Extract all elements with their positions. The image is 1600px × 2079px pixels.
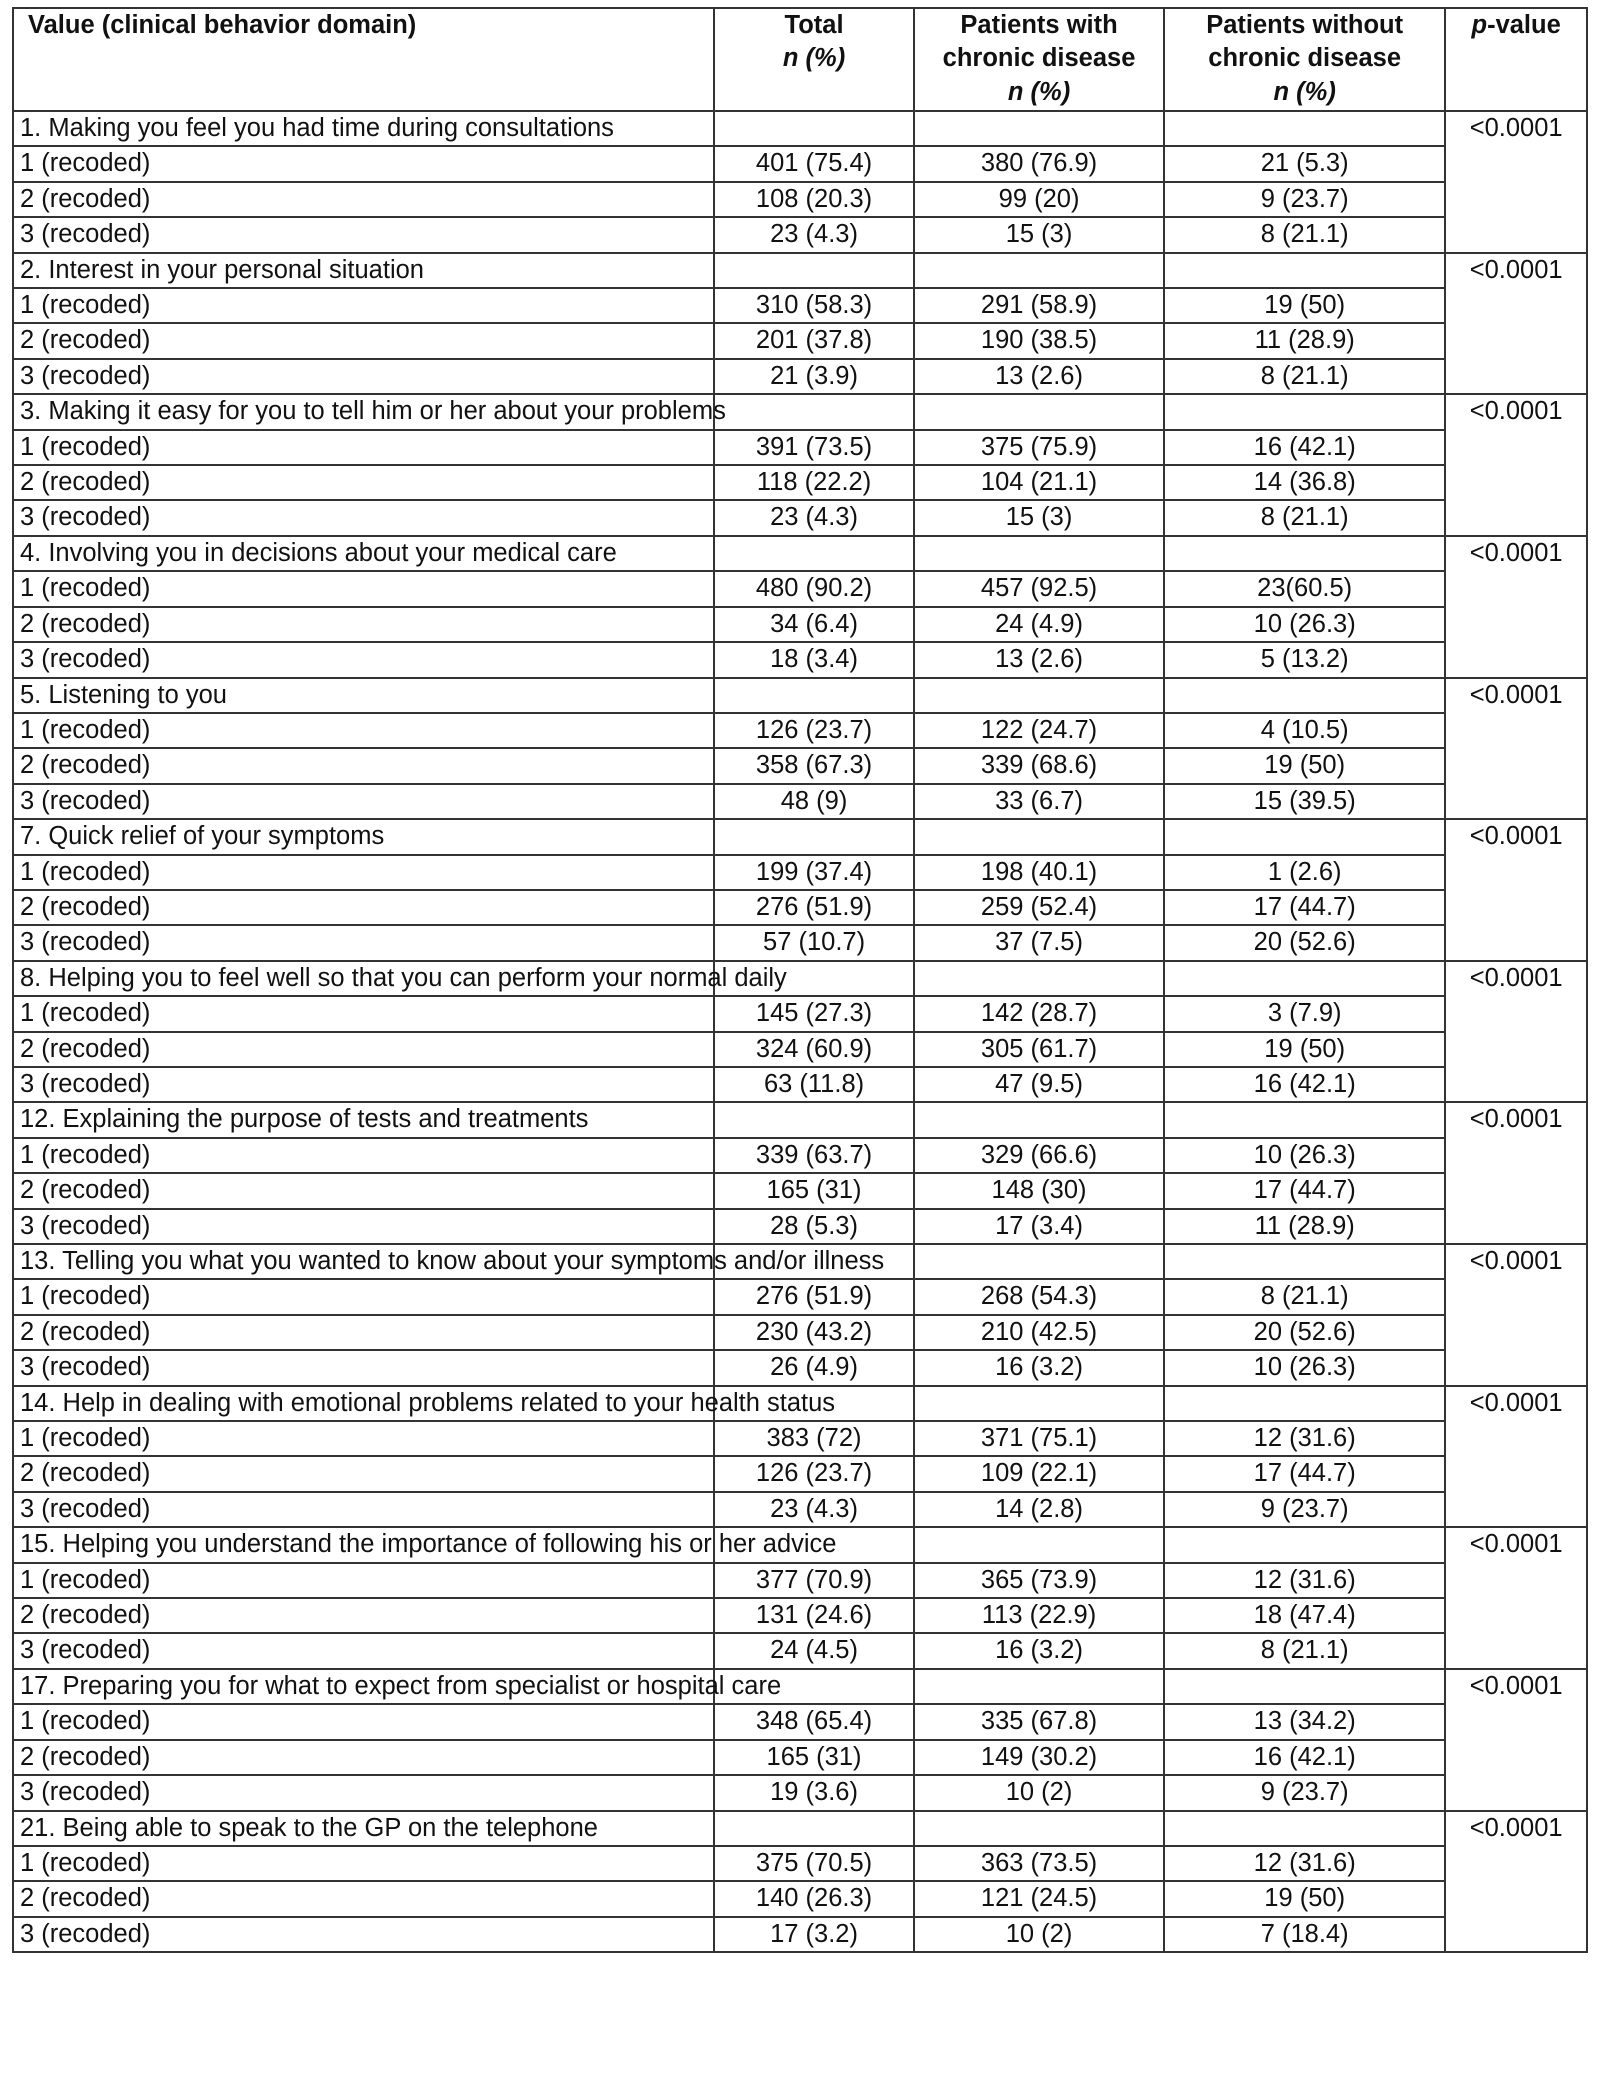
empty-cell bbox=[914, 1386, 1164, 1421]
table-row bbox=[13, 1881, 1587, 1916]
category-row bbox=[13, 961, 1587, 996]
level-label: 1 (recoded) bbox=[13, 1563, 714, 1598]
level-label: 2 (recoded) bbox=[13, 1315, 714, 1350]
table-row bbox=[13, 1846, 1587, 1881]
total-cell: 230 (43.2) bbox=[714, 1315, 914, 1350]
level-label: 1 (recoded) bbox=[13, 1846, 714, 1881]
total-cell: 276 (51.9) bbox=[714, 890, 914, 925]
total-cell: 480 (90.2) bbox=[714, 571, 914, 606]
level-label: 2 (recoded) bbox=[13, 323, 714, 358]
category-row bbox=[13, 536, 1587, 571]
header-value: Value (clinical behavior domain) bbox=[13, 8, 714, 111]
table-row bbox=[13, 571, 1587, 606]
p-value-cell: <0.0001 bbox=[1445, 253, 1587, 395]
p-value-cell: <0.0001 bbox=[1445, 1527, 1587, 1669]
level-label: 3 (recoded) bbox=[13, 500, 714, 535]
with-chronic-cell: 305 (61.7) bbox=[914, 1032, 1164, 1067]
with-chronic-cell: 13 (2.6) bbox=[914, 359, 1164, 394]
with-chronic-cell: 14 (2.8) bbox=[914, 1492, 1164, 1527]
table-row bbox=[13, 1917, 1587, 1952]
table-row bbox=[13, 607, 1587, 642]
with-chronic-cell: 16 (3.2) bbox=[914, 1350, 1164, 1385]
with-chronic-cell: 339 (68.6) bbox=[914, 748, 1164, 783]
total-cell: 339 (63.7) bbox=[714, 1138, 914, 1173]
total-cell: 324 (60.9) bbox=[714, 1032, 914, 1067]
empty-cell bbox=[714, 394, 914, 429]
with-chronic-cell: 457 (92.5) bbox=[914, 571, 1164, 606]
header-with-chronic: Patients with chronic disease n (%) bbox=[914, 8, 1164, 111]
total-cell: 358 (67.3) bbox=[714, 748, 914, 783]
without-chronic-cell: 20 (52.6) bbox=[1164, 1315, 1445, 1350]
empty-cell bbox=[1164, 1811, 1445, 1846]
without-chronic-cell: 10 (26.3) bbox=[1164, 1350, 1445, 1385]
empty-cell bbox=[1164, 111, 1445, 146]
with-chronic-cell: 148 (30) bbox=[914, 1173, 1164, 1208]
total-cell: 34 (6.4) bbox=[714, 607, 914, 642]
total-cell: 28 (5.3) bbox=[714, 1209, 914, 1244]
without-chronic-cell: 16 (42.1) bbox=[1164, 430, 1445, 465]
with-chronic-cell: 375 (75.9) bbox=[914, 430, 1164, 465]
category-row bbox=[13, 253, 1587, 288]
with-chronic-cell: 10 (2) bbox=[914, 1917, 1164, 1952]
empty-cell bbox=[914, 1811, 1164, 1846]
p-value-cell: <0.0001 bbox=[1445, 1386, 1587, 1528]
level-label: 3 (recoded) bbox=[13, 1209, 714, 1244]
without-chronic-cell: 12 (31.6) bbox=[1164, 1563, 1445, 1598]
table-row bbox=[13, 1067, 1587, 1102]
empty-cell bbox=[914, 253, 1164, 288]
without-chronic-cell: 17 (44.7) bbox=[1164, 1456, 1445, 1491]
total-cell: 391 (73.5) bbox=[714, 430, 914, 465]
table-row bbox=[13, 1315, 1587, 1350]
empty-cell bbox=[714, 111, 914, 146]
table-row bbox=[13, 1456, 1587, 1491]
level-label: 1 (recoded) bbox=[13, 713, 714, 748]
without-chronic-cell: 14 (36.8) bbox=[1164, 465, 1445, 500]
total-cell: 140 (26.3) bbox=[714, 1881, 914, 1916]
without-chronic-cell: 17 (44.7) bbox=[1164, 1173, 1445, 1208]
total-cell: 165 (31) bbox=[714, 1173, 914, 1208]
header-total: Total n (%) bbox=[714, 8, 914, 111]
level-label: 2 (recoded) bbox=[13, 748, 714, 783]
table-row bbox=[13, 784, 1587, 819]
with-chronic-cell: 16 (3.2) bbox=[914, 1633, 1164, 1668]
category-label: 12. Explaining the purpose of tests and treatments bbox=[13, 1102, 714, 1137]
level-label: 1 (recoded) bbox=[13, 996, 714, 1031]
with-chronic-cell: 10 (2) bbox=[914, 1775, 1164, 1810]
total-cell: 118 (22.2) bbox=[714, 465, 914, 500]
without-chronic-cell: 12 (31.6) bbox=[1164, 1421, 1445, 1456]
p-value-cell: <0.0001 bbox=[1445, 536, 1587, 678]
category-label: 21. Being able to speak to the GP on the telephone bbox=[13, 1811, 714, 1846]
level-label: 3 (recoded) bbox=[13, 217, 714, 252]
empty-cell bbox=[1164, 1102, 1445, 1137]
level-label: 2 (recoded) bbox=[13, 465, 714, 500]
without-chronic-cell: 19 (50) bbox=[1164, 748, 1445, 783]
total-cell: 126 (23.7) bbox=[714, 1456, 914, 1491]
total-cell: 21 (3.9) bbox=[714, 359, 914, 394]
without-chronic-cell: 8 (21.1) bbox=[1164, 1279, 1445, 1314]
total-cell: 348 (65.4) bbox=[714, 1704, 914, 1739]
without-chronic-cell: 15 (39.5) bbox=[1164, 784, 1445, 819]
table-row bbox=[13, 1421, 1587, 1456]
empty-cell bbox=[714, 678, 914, 713]
total-cell: 375 (70.5) bbox=[714, 1846, 914, 1881]
p-value-cell: <0.0001 bbox=[1445, 1811, 1587, 1953]
without-chronic-cell: 19 (50) bbox=[1164, 1881, 1445, 1916]
with-chronic-cell: 190 (38.5) bbox=[914, 323, 1164, 358]
level-label: 3 (recoded) bbox=[13, 1917, 714, 1952]
table-row bbox=[13, 146, 1587, 181]
with-chronic-cell: 335 (67.8) bbox=[914, 1704, 1164, 1739]
total-cell: 145 (27.3) bbox=[714, 996, 914, 1031]
empty-cell bbox=[714, 819, 914, 854]
level-label: 3 (recoded) bbox=[13, 1633, 714, 1668]
with-chronic-cell: 198 (40.1) bbox=[914, 855, 1164, 890]
table-row bbox=[13, 1775, 1587, 1810]
without-chronic-cell: 12 (31.6) bbox=[1164, 1846, 1445, 1881]
with-chronic-cell: 24 (4.9) bbox=[914, 607, 1164, 642]
level-label: 1 (recoded) bbox=[13, 1704, 714, 1739]
header-row bbox=[13, 8, 1587, 111]
table-row bbox=[13, 465, 1587, 500]
p-value-cell: <0.0001 bbox=[1445, 678, 1587, 820]
total-cell: 19 (3.6) bbox=[714, 1775, 914, 1810]
category-row bbox=[13, 1102, 1587, 1137]
p-value-cell: <0.0001 bbox=[1445, 1102, 1587, 1244]
with-chronic-cell: 380 (76.9) bbox=[914, 146, 1164, 181]
without-chronic-cell: 9 (23.7) bbox=[1164, 182, 1445, 217]
total-cell: 48 (9) bbox=[714, 784, 914, 819]
with-chronic-cell: 113 (22.9) bbox=[914, 1598, 1164, 1633]
without-chronic-cell: 19 (50) bbox=[1164, 288, 1445, 323]
category-label: 14. Help in dealing with emotional problems related to your health status bbox=[13, 1386, 714, 1421]
category-label: 7. Quick relief of your symptoms bbox=[13, 819, 714, 854]
with-chronic-cell: 122 (24.7) bbox=[914, 713, 1164, 748]
total-cell: 24 (4.5) bbox=[714, 1633, 914, 1668]
empty-cell bbox=[1164, 394, 1445, 429]
level-label: 1 (recoded) bbox=[13, 430, 714, 465]
without-chronic-cell: 10 (26.3) bbox=[1164, 1138, 1445, 1173]
total-cell: 383 (72) bbox=[714, 1421, 914, 1456]
level-label: 2 (recoded) bbox=[13, 607, 714, 642]
table-row bbox=[13, 890, 1587, 925]
level-label: 3 (recoded) bbox=[13, 1492, 714, 1527]
category-label: 1. Making you feel you had time during consultations bbox=[13, 111, 714, 146]
header-p-value: p-value bbox=[1445, 8, 1587, 111]
without-chronic-cell: 7 (18.4) bbox=[1164, 1917, 1445, 1952]
total-cell: 57 (10.7) bbox=[714, 925, 914, 960]
total-cell: 165 (31) bbox=[714, 1740, 914, 1775]
with-chronic-cell: 109 (22.1) bbox=[914, 1456, 1164, 1491]
level-label: 1 (recoded) bbox=[13, 288, 714, 323]
without-chronic-cell: 11 (28.9) bbox=[1164, 1209, 1445, 1244]
level-label: 1 (recoded) bbox=[13, 571, 714, 606]
table-row bbox=[13, 1598, 1587, 1633]
total-cell: 17 (3.2) bbox=[714, 1917, 914, 1952]
empty-cell bbox=[1164, 1669, 1445, 1704]
p-value-cell: <0.0001 bbox=[1445, 819, 1587, 961]
category-label: 2. Interest in your personal situation bbox=[13, 253, 714, 288]
level-label: 3 (recoded) bbox=[13, 642, 714, 677]
with-chronic-cell: 371 (75.1) bbox=[914, 1421, 1164, 1456]
with-chronic-cell: 33 (6.7) bbox=[914, 784, 1164, 819]
empty-cell bbox=[1164, 1386, 1445, 1421]
without-chronic-cell: 17 (44.7) bbox=[1164, 890, 1445, 925]
empty-cell bbox=[1164, 253, 1445, 288]
with-chronic-cell: 291 (58.9) bbox=[914, 288, 1164, 323]
without-chronic-cell: 19 (50) bbox=[1164, 1032, 1445, 1067]
level-label: 1 (recoded) bbox=[13, 1421, 714, 1456]
empty-cell bbox=[914, 394, 1164, 429]
p-value-cell: <0.0001 bbox=[1445, 1669, 1587, 1811]
p-value-cell: <0.0001 bbox=[1445, 961, 1587, 1103]
category-row bbox=[13, 394, 1587, 429]
empty-cell bbox=[714, 253, 914, 288]
level-label: 2 (recoded) bbox=[13, 890, 714, 925]
level-label: 3 (recoded) bbox=[13, 784, 714, 819]
total-cell: 18 (3.4) bbox=[714, 642, 914, 677]
table-row bbox=[13, 430, 1587, 465]
level-label: 1 (recoded) bbox=[13, 855, 714, 890]
total-cell: 131 (24.6) bbox=[714, 1598, 914, 1633]
without-chronic-cell: 8 (21.1) bbox=[1164, 217, 1445, 252]
table-row bbox=[13, 1209, 1587, 1244]
level-label: 1 (recoded) bbox=[13, 1279, 714, 1314]
empty-cell bbox=[914, 536, 1164, 571]
category-label: 17. Preparing you for what to expect from specialist or hospital care bbox=[13, 1669, 714, 1704]
empty-cell bbox=[1164, 678, 1445, 713]
table-row bbox=[13, 925, 1587, 960]
without-chronic-cell: 20 (52.6) bbox=[1164, 925, 1445, 960]
level-label: 2 (recoded) bbox=[13, 182, 714, 217]
empty-cell bbox=[914, 961, 1164, 996]
without-chronic-cell: 23(60.5) bbox=[1164, 571, 1445, 606]
table-row bbox=[13, 1704, 1587, 1739]
without-chronic-cell: 9 (23.7) bbox=[1164, 1775, 1445, 1810]
level-label: 2 (recoded) bbox=[13, 1032, 714, 1067]
empty-cell bbox=[1164, 536, 1445, 571]
with-chronic-cell: 37 (7.5) bbox=[914, 925, 1164, 960]
category-row bbox=[13, 678, 1587, 713]
with-chronic-cell: 15 (3) bbox=[914, 500, 1164, 535]
category-label: 15. Helping you understand the importance of following his or her advice bbox=[13, 1527, 714, 1562]
level-label: 1 (recoded) bbox=[13, 1138, 714, 1173]
with-chronic-cell: 365 (73.9) bbox=[914, 1563, 1164, 1598]
empty-cell bbox=[914, 819, 1164, 854]
without-chronic-cell: 8 (21.1) bbox=[1164, 359, 1445, 394]
table-row bbox=[13, 1633, 1587, 1668]
with-chronic-cell: 47 (9.5) bbox=[914, 1067, 1164, 1102]
empty-cell bbox=[1164, 1527, 1445, 1562]
without-chronic-cell: 16 (42.1) bbox=[1164, 1740, 1445, 1775]
p-value-cell: <0.0001 bbox=[1445, 111, 1587, 253]
p-value-cell: <0.0001 bbox=[1445, 1244, 1587, 1386]
table-row bbox=[13, 713, 1587, 748]
without-chronic-cell: 18 (47.4) bbox=[1164, 1598, 1445, 1633]
without-chronic-cell: 8 (21.1) bbox=[1164, 500, 1445, 535]
without-chronic-cell: 16 (42.1) bbox=[1164, 1067, 1445, 1102]
table-row bbox=[13, 996, 1587, 1031]
with-chronic-cell: 268 (54.3) bbox=[914, 1279, 1164, 1314]
total-cell: 310 (58.3) bbox=[714, 288, 914, 323]
without-chronic-cell: 10 (26.3) bbox=[1164, 607, 1445, 642]
empty-cell bbox=[914, 1669, 1164, 1704]
empty-cell bbox=[1164, 819, 1445, 854]
table-row bbox=[13, 500, 1587, 535]
table-row bbox=[13, 1032, 1587, 1067]
category-label: 4. Involving you in decisions about your medical care bbox=[13, 536, 714, 571]
total-cell: 276 (51.9) bbox=[714, 1279, 914, 1314]
level-label: 3 (recoded) bbox=[13, 359, 714, 394]
table-row bbox=[13, 748, 1587, 783]
table-row bbox=[13, 1279, 1587, 1314]
total-cell: 63 (11.8) bbox=[714, 1067, 914, 1102]
level-label: 2 (recoded) bbox=[13, 1456, 714, 1491]
with-chronic-cell: 15 (3) bbox=[914, 217, 1164, 252]
without-chronic-cell: 8 (21.1) bbox=[1164, 1633, 1445, 1668]
category-row bbox=[13, 1811, 1587, 1846]
level-label: 2 (recoded) bbox=[13, 1173, 714, 1208]
with-chronic-cell: 104 (21.1) bbox=[914, 465, 1164, 500]
table-row bbox=[13, 217, 1587, 252]
without-chronic-cell: 13 (34.2) bbox=[1164, 1704, 1445, 1739]
total-cell: 126 (23.7) bbox=[714, 713, 914, 748]
with-chronic-cell: 142 (28.7) bbox=[914, 996, 1164, 1031]
total-cell: 26 (4.9) bbox=[714, 1350, 914, 1385]
without-chronic-cell: 9 (23.7) bbox=[1164, 1492, 1445, 1527]
total-cell: 377 (70.9) bbox=[714, 1563, 914, 1598]
table-row bbox=[13, 642, 1587, 677]
level-label: 1 (recoded) bbox=[13, 146, 714, 181]
without-chronic-cell: 11 (28.9) bbox=[1164, 323, 1445, 358]
category-row bbox=[13, 1527, 1587, 1562]
table-row bbox=[13, 359, 1587, 394]
total-cell: 201 (37.8) bbox=[714, 323, 914, 358]
empty-cell bbox=[914, 678, 1164, 713]
total-cell: 23 (4.3) bbox=[714, 217, 914, 252]
empty-cell bbox=[714, 1102, 914, 1137]
category-label: 13. Telling you what you wanted to know about your symptoms and/or illness bbox=[13, 1244, 714, 1279]
with-chronic-cell: 259 (52.4) bbox=[914, 890, 1164, 925]
results-table bbox=[12, 7, 1588, 1953]
without-chronic-cell: 5 (13.2) bbox=[1164, 642, 1445, 677]
empty-cell bbox=[714, 1811, 914, 1846]
empty-cell bbox=[714, 536, 914, 571]
table-row bbox=[13, 1350, 1587, 1385]
category-row bbox=[13, 111, 1587, 146]
category-label: 5. Listening to you bbox=[13, 678, 714, 713]
level-label: 2 (recoded) bbox=[13, 1881, 714, 1916]
level-label: 2 (recoded) bbox=[13, 1598, 714, 1633]
category-row bbox=[13, 819, 1587, 854]
level-label: 2 (recoded) bbox=[13, 1740, 714, 1775]
category-row bbox=[13, 1386, 1587, 1421]
empty-cell bbox=[914, 111, 1164, 146]
empty-cell bbox=[1164, 961, 1445, 996]
with-chronic-cell: 149 (30.2) bbox=[914, 1740, 1164, 1775]
p-value-cell: <0.0001 bbox=[1445, 394, 1587, 536]
header-without-chronic: Patients without chronic disease n (%) bbox=[1164, 8, 1445, 111]
total-cell: 23 (4.3) bbox=[714, 1492, 914, 1527]
without-chronic-cell: 4 (10.5) bbox=[1164, 713, 1445, 748]
with-chronic-cell: 13 (2.6) bbox=[914, 642, 1164, 677]
total-cell: 108 (20.3) bbox=[714, 182, 914, 217]
level-label: 3 (recoded) bbox=[13, 1067, 714, 1102]
level-label: 3 (recoded) bbox=[13, 1350, 714, 1385]
without-chronic-cell: 1 (2.6) bbox=[1164, 855, 1445, 890]
category-row bbox=[13, 1244, 1587, 1279]
with-chronic-cell: 363 (73.5) bbox=[914, 1846, 1164, 1881]
without-chronic-cell: 21 (5.3) bbox=[1164, 146, 1445, 181]
table-row bbox=[13, 323, 1587, 358]
empty-cell bbox=[914, 1102, 1164, 1137]
table-row bbox=[13, 288, 1587, 323]
total-cell: 401 (75.4) bbox=[714, 146, 914, 181]
empty-cell bbox=[914, 1527, 1164, 1562]
category-label: 8. Helping you to feel well so that you can perform your normal daily bbox=[13, 961, 714, 996]
level-label: 3 (recoded) bbox=[13, 1775, 714, 1810]
with-chronic-cell: 17 (3.4) bbox=[914, 1209, 1164, 1244]
empty-cell bbox=[914, 1244, 1164, 1279]
table-row bbox=[13, 1740, 1587, 1775]
table-row bbox=[13, 1563, 1587, 1598]
without-chronic-cell: 3 (7.9) bbox=[1164, 996, 1445, 1031]
category-label: 3. Making it easy for you to tell him or her about your problems bbox=[13, 394, 714, 429]
table-row bbox=[13, 182, 1587, 217]
table-row bbox=[13, 1173, 1587, 1208]
category-row bbox=[13, 1669, 1587, 1704]
total-cell: 23 (4.3) bbox=[714, 500, 914, 535]
table-row bbox=[13, 1492, 1587, 1527]
level-label: 3 (recoded) bbox=[13, 925, 714, 960]
table-row bbox=[13, 855, 1587, 890]
with-chronic-cell: 329 (66.6) bbox=[914, 1138, 1164, 1173]
with-chronic-cell: 121 (24.5) bbox=[914, 1881, 1164, 1916]
empty-cell bbox=[1164, 1244, 1445, 1279]
with-chronic-cell: 99 (20) bbox=[914, 182, 1164, 217]
table-row bbox=[13, 1138, 1587, 1173]
with-chronic-cell: 210 (42.5) bbox=[914, 1315, 1164, 1350]
total-cell: 199 (37.4) bbox=[714, 855, 914, 890]
